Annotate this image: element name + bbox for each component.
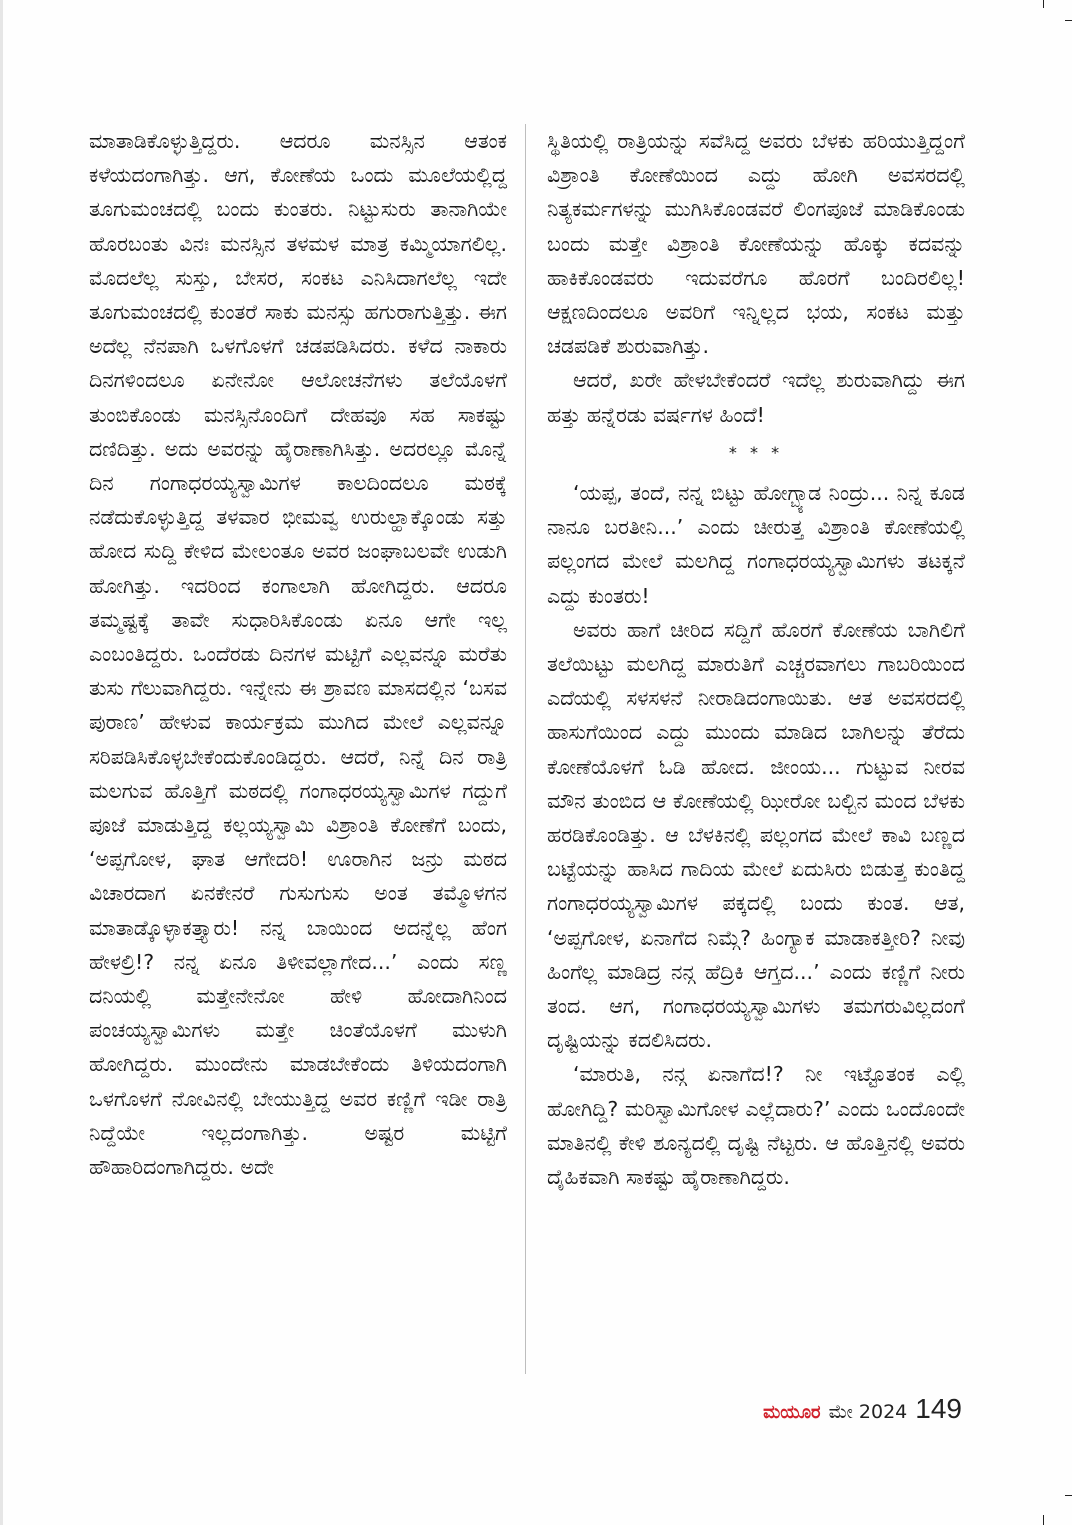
crop-mark bbox=[1065, 1495, 1072, 1496]
paragraph: ‘ಮಾರುತಿ, ನನ್ಗ ಏನಾಗೆದ!? ನೀ ಇಟ್ಟೊತಂಕ ಎಲ್ಲಿ ಹೋಗಿದ್ದಿ? ಮರಿಸ್ವಾಮಿಗೋಳ ಎಲ್ಲೆದಾರು?’ ಎಂದು ಒಂದೊಂದೇ ಮಾತಿನಲ್ಲಿ ಕೇಳಿ ಶೂನ್ಯದಲ್ಲಿ ದೃಷ್ಟಿ ನೆಟ್ಟರು. ಆ ಹೊತ್ತಿನಲ್ಲಿ ಅವರು ದೈಹಿಕವಾಗಿ ಸಾಕಷ್ಟು ಹೈರಾಣಾಗಿದ್ದರು. bbox=[547, 1062, 965, 1190]
right-column bbox=[547, 124, 965, 1194]
left-column bbox=[89, 124, 507, 1184]
paragraph: ‘ಯಪ್ಪ, ತಂದೆ, ನನ್ನ ಬಿಟ್ಟು ಹೋಗ್ಬ್ಯಾಡ ನಿಂದ್ರು... ನಿನ್ನ ಕೂಡ ನಾನೂ ಬರತೀನಿ...’ ಎಂದು ಚೀರುತ್ತ ವಿಶ್ರಾಂತಿ ಕೋಣೆಯಲ್ಲಿ ಪಲ್ಲಂಗದ ಮೇಲೆ ಮಲಗಿದ್ದ ಗಂಗಾಧರಯ್ಯಸ್ವಾಮಿಗಳು ತಟಕ್ಕನೆ ಎದ್ದು ಕುಂತರು! bbox=[547, 481, 965, 608]
paragraph: ಆದರೆ, ಖರೇ ಹೇಳಬೇಕೆಂದರೆ ಇದೆಲ್ಲ ಶುರುವಾಗಿದ್ದು ಈಗ ಹತ್ತು ಹನ್ನೆರಡು ವರ್ಷಗಳ ಹಿಂದೆ! bbox=[547, 368, 965, 427]
page-number: 149 bbox=[915, 1393, 962, 1424]
paragraph: ಸ್ಥಿತಿಯಲ್ಲಿ ರಾತ್ರಿಯನ್ನು ಸವೆಸಿದ್ದ ಅವರು ಬೆಳಕು ಹರಿಯುತ್ತಿದ್ದಂಗೆ ವಿಶ್ರಾಂತಿ ಕೋಣೆಯಿಂದ ಎದ್ದು ಹೋಗಿ ಅವಸರದಲ್ಲಿ ನಿತ್ಯಕರ್ಮಗಳನ್ನು ಮುಗಿಸಿಕೊಂಡವರೆ ಲಿಂಗಪೂಜೆ ಮಾಡಿಕೊಂಡು ಬಂದು ಮತ್ತೇ ವಿಶ್ರಾಂತಿ ಕೋಣೆಯನ್ನು ಹೊಕ್ಕು ಕದವನ್ನು ಹಾಕಿಕೊಂಡವರು ಇದುವರೆಗೂ ಹೊರಗೆ ಬಂದಿರಲಿಲ್ಲ! ಆಕ್ಷಣದಿಂದಲೂ ಅವರಿಗೆ ಇನ್ನಿಲ್ಲದ ಭಯ, ಸಂಕಟ ಮತ್ತು ಚಡಪಡಿಕೆ ಶುರುವಾಗಿತ್ತು. bbox=[547, 129, 965, 359]
section-separator: * * * bbox=[728, 442, 784, 462]
magazine-logo: ಮಯೂರ bbox=[763, 1402, 821, 1423]
page-footer bbox=[763, 1393, 962, 1425]
crop-mark bbox=[1065, 20, 1072, 21]
crop-mark bbox=[1043, 1515, 1044, 1525]
column-divider bbox=[525, 124, 526, 1374]
issue-date: ಮೇ 2024 bbox=[828, 1401, 908, 1423]
paragraph: ಅವರು ಹಾಗೆ ಚೀರಿದ ಸದ್ದಿಗೆ ಹೊರಗೆ ಕೋಣೆಯ ಬಾಗಿಲಿಗೆ ತಲೆಯಿಟ್ಟು ಮಲಗಿದ್ದ ಮಾರುತಿಗೆ ಎಚ್ಚರವಾಗಲು ಗಾಬರಿಯಿಂದ ಎದೆಯಲ್ಲಿ ಸಳಸಳನೆ ನೀರಾಡಿದಂಗಾಯಿತು. ಆತ ಅವಸರದಲ್ಲಿ ಹಾಸುಗೆಯಿಂದ ಎದ್ದು ಮುಂದು ಮಾಡಿದ ಬಾಗಿಲನ್ನು ತೆರೆದು ಕೋಣೆಯೊಳಗೆ ಓಡಿ ಹೋದ. ಜೀಂಯ... ಗುಟ್ಟುವ ನೀರವ ಮೌನ ತುಂಬಿದ ಆ ಕೋಣೆಯಲ್ಲಿ ಝೀರೋ ಬಲ್ಬಿನ ಮಂದ ಬೆಳಕು ಹರಡಿಕೊಂಡಿತ್ತು. ಆ ಬೆಳಕಿನಲ್ಲಿ ಪಲ್ಲಂಗದ ಮೇಲೆ ಕಾವಿ ಬಣ್ಣದ ಬಟ್ಟೆಯನ್ನು ಹಾಸಿದ ಗಾದಿಯ ಮೇಲೆ ಏದುಸಿರು ಬಿಡುತ್ತ ಕುಂತಿದ್ದ ಗಂಗಾಧರಯ್ಯಸ್ವಾಮಿಗಳ ಪಕ್ಕದಲ್ಲಿ ಬಂದು ಕುಂತ. ಆತ, ‘ಅಪ್ಪಗೋಳ, ಏನಾಗೆದ ನಿಮ್ಗೆ? ಹಿಂಗ್ಯಾಕ ಮಾಡಾಕತ್ತೀರಿ? ನೀವು ಹಿಂಗೆಲ್ಲ ಮಾಡಿದ್ರ ನನ್ಗ ಹೆದ್ರಿಕಿ ಆಗ್ತದ...’ ಎಂದು ಕಣ್ಣಿಗೆ ನೀರು ತಂದ. ಆಗ, ಗಂಗಾಧರಯ್ಯಸ್ವಾಮಿಗಳು ತಮಗರುವಿಲ್ಲದಂಗೆ ದೃಷ್ಟಿಯನ್ನು ಕದಲಿಸಿದರು. bbox=[547, 617, 965, 1053]
crop-mark bbox=[1043, 0, 1044, 8]
paragraph: ಮಾತಾಡಿಕೊಳ್ಳುತ್ತಿದ್ದರು. ಆದರೂ ಮನಸ್ಸಿನ ಆತಂಕ ಕಳೆಯದಂಗಾಗಿತ್ತು. ಆಗ, ಕೋಣೆಯ ಒಂದು ಮೂಲೆಯಲ್ಲಿದ್ದ ತೂಗುಮಂಚದಲ್ಲಿ ಬಂದು ಕುಂತರು. ನಿಟ್ಟುಸುರು ತಾನಾಗಿಯೇ ಹೊರಬಂತು ವಿನಃ ಮನಸ್ಸಿನ ತಳಮಳ ಮಾತ್ರ ಕಮ್ಮಿಯಾಗಲಿಲ್ಲ. ಮೊದಲೆಲ್ಲ ಸುಸ್ತು, ಬೇಸರ, ಸಂಕಟ ಎನಿಸಿದಾಗಲೆಲ್ಲ ಇದೇ ತೂಗುಮಂಚದಲ್ಲಿ ಕುಂತರೆ ಸಾಕು ಮನಸ್ಸು ಹಗುರಾಗುತ್ತಿತ್ತು. ಈಗ ಅದೆಲ್ಲ ನೆನಪಾಗಿ ಒಳಗೊಳಗೆ ಚಡಪಡಿಸಿದರು. ಕಳೆದ ನಾಕಾರು ದಿನಗಳಿಂದಲೂ ಏನೇನೋ ಆಲೋಚನೆಗಳು ತಲೆಯೊಳಗೆ ತುಂಬಿಕೊಂಡು ಮನಸ್ಸಿನೊಂದಿಗೆ ದೇಹವೂ ಸಹ ಸಾಕಷ್ಟು ದಣಿದಿತ್ತು. ಅದು ಅವರನ್ನು ಹೈರಾಣಾಗಿಸಿತ್ತು. ಅದರಲ್ಲೂ ಮೊನ್ನೆ ದಿನ ಗಂಗಾಧರಯ್ಯಸ್ವಾಮಿಗಳ ಕಾಲದಿಂದಲೂ ಮಠಕ್ಕೆ ನಡೆದುಕೊಳ್ಳುತ್ತಿದ್ದ ತಳವಾರ ಭೀಮವ್ವ ಉರುಲ್ಹಾಕ್ಕೊಂಡು ಸತ್ತು ಹೋದ ಸುದ್ದಿ ಕೇಳಿದ ಮೇಲಂತೂ ಅವರ ಜಂಘಾಬಲವೇ ಉಡುಗಿ ಹೋಗಿತ್ತು. ಇದರಿಂದ ಕಂಗಾಲಾಗಿ ಹೋಗಿದ್ದರು. ಆದರೂ ತಮ್ಮಷ್ಟಕ್ಕೆ ತಾವೇ ಸುಧಾರಿಸಿಕೊಂಡು ಏನೂ ಆಗೇ ಇಲ್ಲ ಎಂಬಂತಿದ್ದರು. ಒಂದೆರಡು ದಿನಗಳ ಮಟ್ಟಿಗೆ ಎಲ್ಲವನ್ನೂ ಮರೆತು ತುಸು ಗೆಲುವಾಗಿದ್ದರು. ಇನ್ನೇನು ಈ ಶ್ರಾವಣ ಮಾಸದಲ್ಲಿನ ‘ಬಸವ ಪುರಾಣ’ ಹೇಳುವ ಕಾರ್ಯಕ್ರಮ ಮುಗಿದ ಮೇಲೆ ಎಲ್ಲವನ್ನೂ ಸರಿಪಡಿಸಿಕೊಳ್ಳಬೇಕೆಂದುಕೊಂಡಿದ್ದರು. ಆದರೆ, ನಿನ್ನೆ ದಿನ ರಾತ್ರಿ ಮಲಗುವ ಹೊತ್ತಿಗೆ ಮಠದಲ್ಲಿ ಗಂಗಾಧರಯ್ಯಸ್ವಾಮಿಗಳ ಗದ್ದುಗೆ ಪೂಜೆ ಮಾಡುತ್ತಿದ್ದ ಕಲ್ಲಯ್ಯಸ್ವಾಮಿ ವಿಶ್ರಾಂತಿ ಕೋಣೆಗೆ ಬಂದು, ‘ಅಪ್ಪಗೋಳ, ಘಾತ ಆಗೇದರಿ! ಊರಾಗಿನ ಜನ್ರು ಮಠದ ವಿಚಾರದಾಗ ಏನಕೇನರೆ ಗುಸುಗುಸು ಅಂತ ತಮ್ಮೊಳಗನ ಮಾತಾಡ್ಕೊಳ್ಳಾಕತ್ತ್ಯಾರು! ನನ್ನ ಬಾಯಿಂದ ಅದನ್ನೆಲ್ಲ ಹೆಂಗ ಹೇಳಲ್ರಿ!? ನನ್ನ ಏನೂ ತಿಳೀವಲ್ಲಾಗೇದ...’ ಎಂದು ಸಣ್ಣ ದನಿಯಲ್ಲಿ ಮತ್ತೇನೇನೋ ಹೇಳಿ ಹೋದಾಗಿನಿಂದ ಪಂಚಯ್ಯಸ್ವಾಮಿಗಳು ಮತ್ತೇ ಚಿಂತೆಯೊಳಗೆ ಮುಳುಗಿ ಹೋಗಿದ್ದರು. ಮುಂದೇನು ಮಾಡಬೇಕೆಂದು ತಿಳಿಯದಂಗಾಗಿ ಒಳಗೊಳಗೆ ನೋವಿನಲ್ಲಿ ಬೇಯುತ್ತಿದ್ದ ಅವರ ಕಣ್ಣಿಗೆ ಇಡೀ ರಾತ್ರಿ ನಿದ್ದೆಯೇ ಇಲ್ಲದಂಗಾಗಿತ್ತು. ಅಷ್ಟರ ಮಟ್ಟಿಗೆ ಹೌಹಾರಿದಂಗಾಗಿದ್ದರು. ಅದೇ bbox=[89, 129, 507, 1180]
